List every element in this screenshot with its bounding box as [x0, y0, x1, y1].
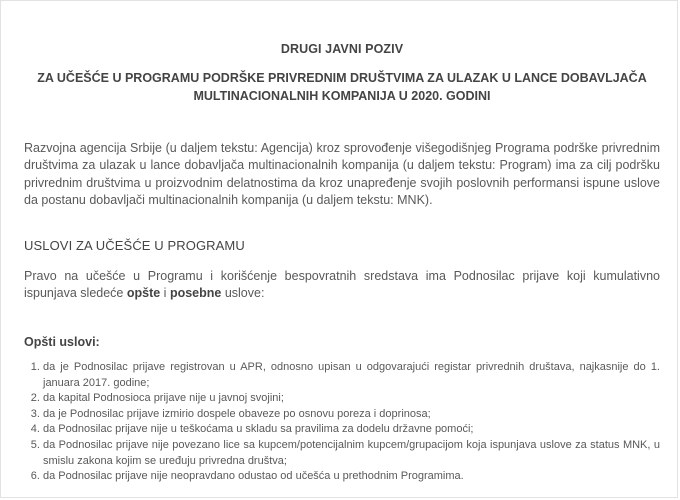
- conditions-bold-general: opšte: [126, 286, 161, 301]
- list-item: 2. da kapital Podnosioca prijave nije u javnoj svojini;: [43, 391, 660, 407]
- conditions-text-after: uslove:: [221, 286, 265, 301]
- conditions-text-before: Pravo na učešće u Programu i korišćenje bespovratnih sredstava ima Podnosilac prijave koji kumulativno ispunjava sledeće: [24, 269, 660, 301]
- conditions-paragraph: [24, 268, 660, 303]
- list-item: 4. da Podnosilac prijave nije u teškoćama u skladu sa pravilima za dodelu državne pomoći;: [43, 422, 660, 438]
- list-item: 5. da Podnosilac prijave nije povezano lice sa kupcem/potencijalnim kupcem/grupacijom koja ispunjava uslove za status MNK, u smislu zakona kojim se uređuju privredna društva;: [43, 438, 660, 469]
- conditions-bold-special: posebne: [169, 286, 222, 301]
- intro-paragraph: Razvojna agencija Srbije (u daljem tekstu: Agencija) kroz sprovođenje višegodišnjeg Programa podrške privrednim društvima za ulazak u lance dobavljača multinacionalnih kompanija (u daljem tekstu: Program) ima za cilj podršku privrednim društvima u proizvodnim delatnostima da kroz unapređenje svojih poslovnih performansi ispune uslove da postanu dobavljači multinacionalnih kompanija (u daljem tekstu: MNK).: [24, 141, 660, 207]
- document-title: DRUGI JAVNI POZIV: [280, 42, 404, 56]
- list-item: 1. da je Podnosilac prijave registrovan u APR, odnosno upisan u odgovarajući registar privrednih društava, najkasnije do 1. januara 2017. godine;: [43, 360, 660, 391]
- conditions-text-middle: i: [160, 286, 170, 301]
- list-item: 3. da je Podnosilac prijave izmirio dospele obaveze po osnovu poreza i doprinosa;: [43, 407, 660, 423]
- document-subtitle: ZA UČEŠĆE U PROGRAMU PODRŠKE PRIVREDNIM DRUŠTVIMA ZA ULAZAK U LANCE DOBAVLJAČA MULTINACIONALNIH KOMPANIJA U 2020. GODINI: [37, 71, 647, 103]
- general-conditions-list: [24, 360, 660, 485]
- general-conditions-heading: Opšti uslovi:: [24, 335, 100, 349]
- list-item: 6. da Podnosilac prijave nije neopravdano odustao od učešća u prethodnim Programima.: [43, 469, 660, 485]
- conditions-heading: USLOVI ZA UČEŠĆE U PROGRAMU: [24, 238, 245, 253]
